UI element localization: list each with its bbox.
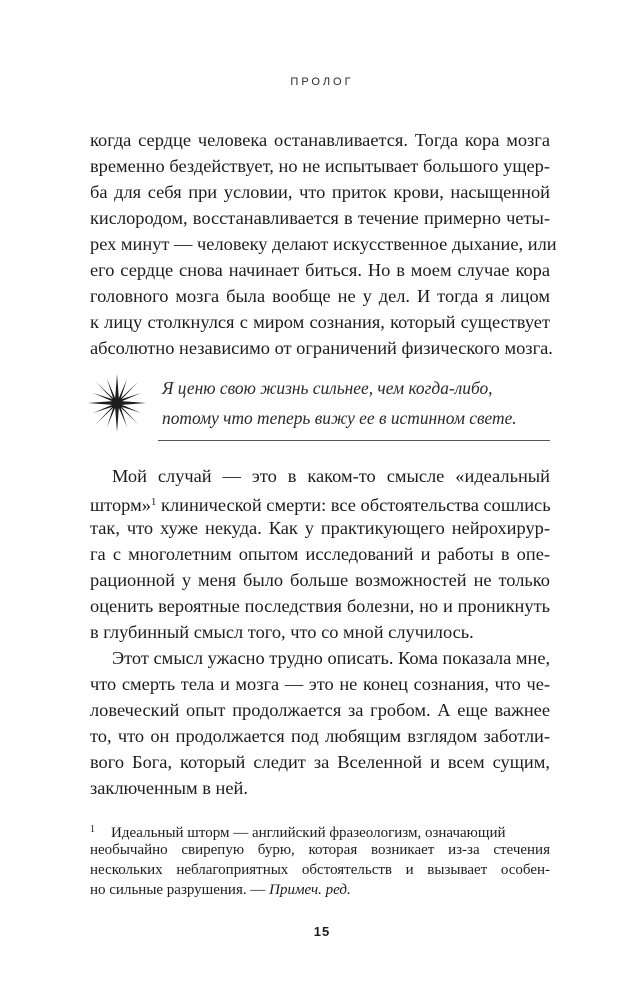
footnote-line: нескольких неблагоприятных обстоятельств и вызывает особен- <box>90 862 550 878</box>
pull-quote-line: Я ценю свою жизнь сильнее, чем когда-либо, <box>162 378 493 398</box>
body-line: кислородом, восстанавливается в течение примерно четы- <box>90 208 550 228</box>
body-line: к лицу столкнулся с миром сознания, который существует <box>90 312 550 332</box>
editor-note: Примеч. ред. <box>269 882 351 898</box>
body-line: Этот смысл ужасно трудно описать. Кома показала мне, <box>112 648 551 668</box>
pull-quote-line: потому что теперь вижу ее в истинном свете. <box>162 408 517 428</box>
body-line: оценить вероятные последствия болезни, но и проникнуть <box>90 596 550 616</box>
text-fragment: клинической смерти: все обстоятельства сошлись <box>156 495 551 515</box>
body-line: когда сердце человека останавливается. Тогда кора мозга <box>90 130 550 150</box>
footnote-text: Идеальный шторм — английский фразеологизм, означающий <box>111 825 506 841</box>
body-line: что смерть тела и мозга — это не конец сознания, что че- <box>90 674 550 694</box>
body-line: его сердце снова начинает биться. Но в моем случае кора <box>90 260 550 280</box>
text-fragment: шторм» <box>90 495 151 515</box>
body-line: временно бездействует, но не испытывает большого ущер- <box>90 156 550 176</box>
footnote-reference: 1 <box>150 496 157 508</box>
body-line: га с многолетним опытом исследований и работы в опе- <box>90 544 550 564</box>
body-line: вого Бога, который следит за Вселенной и всем сущим, <box>90 752 550 772</box>
body-line: ба для себя при условии, что приток крови, насыщенной <box>90 182 550 202</box>
body-line: в глубинный смысл того, что со мной случилось. <box>90 622 474 642</box>
body-line: рационной у меня было больше возможностей не только <box>90 570 550 590</box>
body-line: так, что хуже некуда. Как у практикующего нейрохирур- <box>90 518 550 538</box>
body-line: рех минут — человеку делают искусственное дыхание, или <box>90 234 557 254</box>
body-line: головного мозга была вообще не у дел. И тогда я лицом <box>90 286 550 306</box>
body-line: ловеческий опыт продолжается за гробом. А еще важнее <box>90 700 550 720</box>
footnote-text: но сильные разрушения. — <box>90 882 270 898</box>
pull-quote-rule <box>158 440 550 441</box>
body-line: Мой случай — это в каком-то смысле «идеальный <box>112 466 550 486</box>
footnote-line: необычайно свирепую бурю, которая возникает из-за стечения <box>90 842 550 858</box>
page-number: 15 <box>313 924 331 939</box>
body-line: заключенным в ней. <box>90 778 248 798</box>
running-header: ПРОЛОГ <box>290 76 354 88</box>
footnote-mark: 1 <box>90 824 95 835</box>
body-line: абсолютно независимо от ограничений физического мозга. <box>90 338 553 358</box>
body-line: то, что он продолжается под любящим взглядом заботли- <box>90 726 550 746</box>
footnote-line <box>90 880 550 900</box>
star-ornament-icon <box>86 372 148 434</box>
